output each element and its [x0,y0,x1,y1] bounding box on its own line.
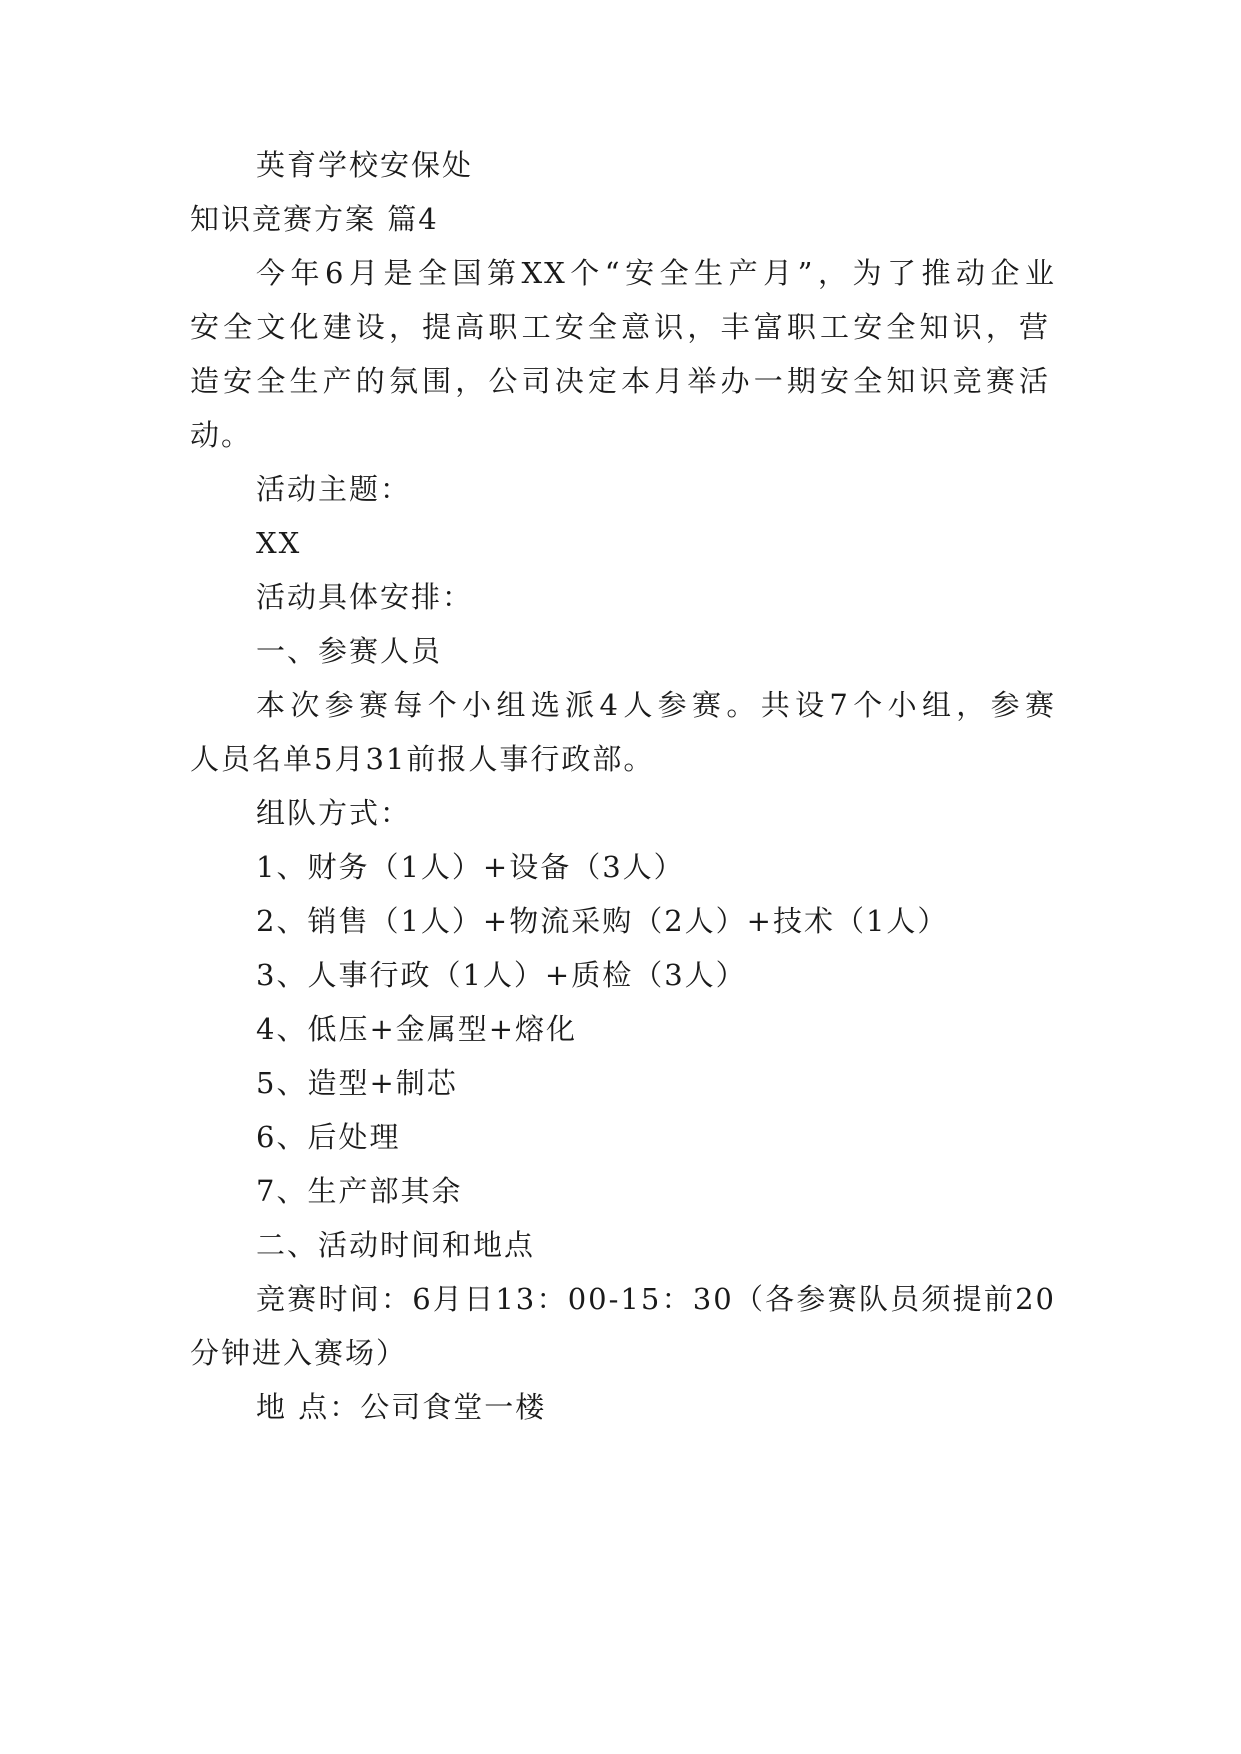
theme-value: XX [256,526,302,560]
team-item: 1、财务（1人）+设备（3人） [256,850,685,884]
signature-line: 英育学校安保处 [256,148,474,182]
intro-paragraph-line: 造安全生产的氛围，公司决定本月举办一期安全知识竞赛活 [190,364,1050,398]
team-item: 3、人事行政（1人）+质检（3人） [256,958,747,992]
time-line: 分钟进入赛场） [190,1336,408,1370]
time-place-heading: 二、活动时间和地点 [256,1228,536,1262]
theme-label: 活动主题： [256,472,412,506]
team-item: 6、后处理 [256,1120,401,1154]
participants-heading: 一、参赛人员 [256,634,443,668]
participants-line: 人员名单5月31前报人事行政部。 [190,742,655,776]
team-label: 组队方式： [256,796,412,830]
arrangement-label: 活动具体安排： [256,580,474,614]
intro-paragraph-line: 动。 [190,418,253,452]
place-line: 地 点：公司食堂一楼 [256,1390,547,1424]
intro-paragraph-line: 今年6月是全国第XX个“安全生产月”，为了推动企业 [256,256,1056,290]
intro-paragraph-line: 安全文化建设，提高职工安全意识，丰富职工安全知识，营 [190,310,1050,344]
team-item: 5、造型+制芯 [256,1066,458,1100]
time-line: 竞赛时间：6月日13：00-15：30（各参赛队员须提前20 [256,1282,1056,1316]
section-title: 知识竞赛方案 篇4 [190,202,439,236]
participants-line: 本次参赛每个小组选派4人参赛。共设7个小组，参赛 [256,688,1056,722]
team-item: 7、生产部其余 [256,1174,463,1208]
team-item: 2、销售（1人）+物流采购（2人）+技术（1人） [256,904,949,938]
team-item: 4、低压+金属型+熔化 [256,1012,578,1046]
